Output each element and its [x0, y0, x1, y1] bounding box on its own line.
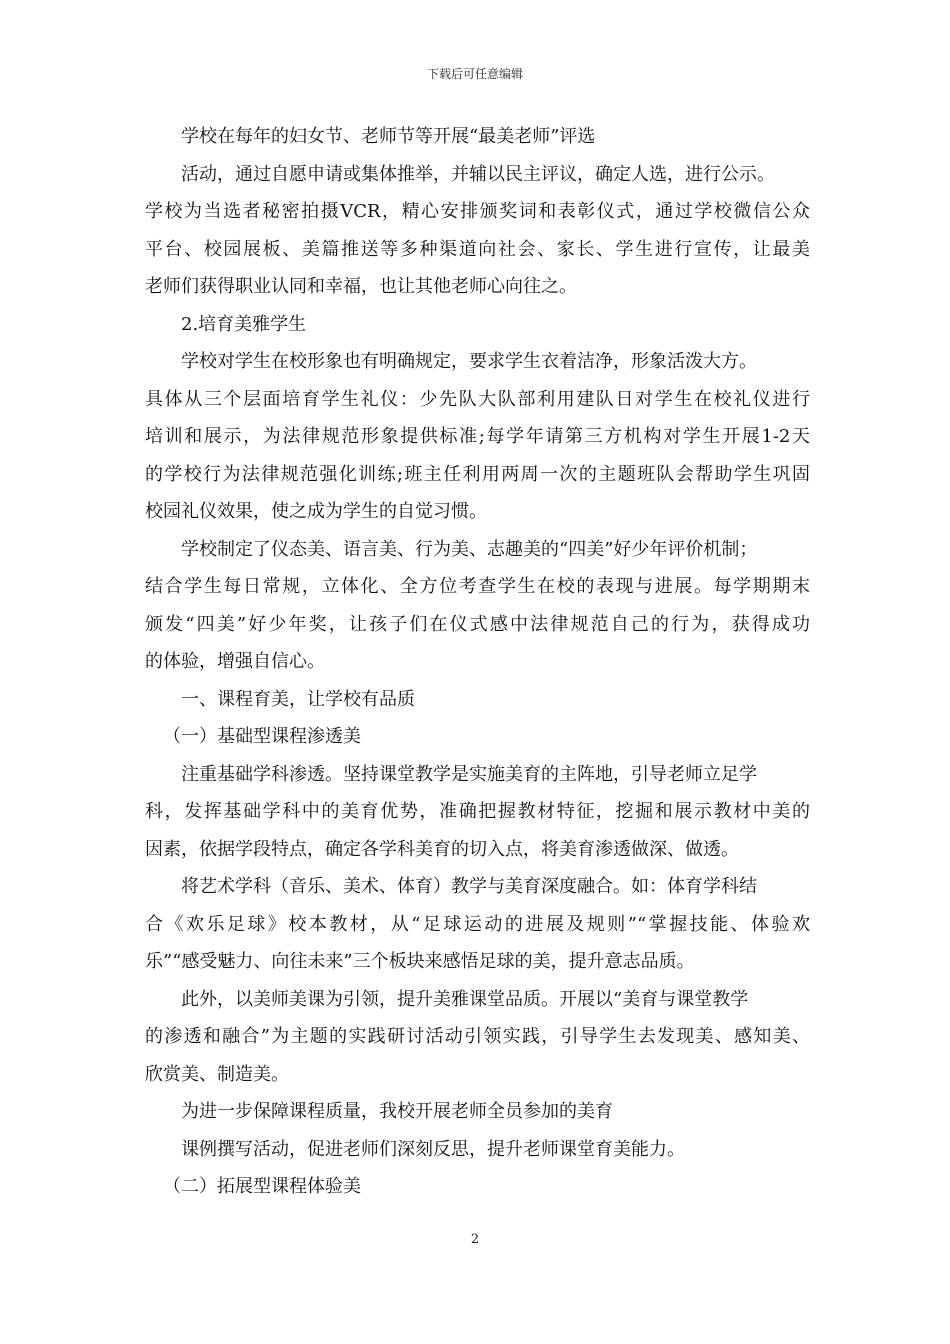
paragraph-line: 平台、校园展板、美篇推送等多种渠道向社会、家长、学生进行宣传，让最美 [145, 238, 810, 260]
subsection-heading: （二）拓展型课程体验美 [163, 1176, 361, 1197]
section-heading: 一、课程育美，让学校有品质 [181, 688, 415, 710]
paragraph-line: 此外，以美师美课为引领，提升美雅课堂品质。开展以“美育与课堂教学 [181, 988, 749, 1010]
paragraph-line: 结合学生每日常规，立体化、全方位考查学生在校的表现与进展。每学期期末 [145, 576, 810, 597]
paragraph-line: 具体从三个层面培育学生礼仪：少先队大队部利用建队日对学生在校礼仪进行 [145, 388, 810, 410]
paragraph-line: 合《欢乐足球》校本教材，从“足球运动的进展及规则”“掌握技能、体验欢 [145, 913, 810, 935]
paragraph-line: 将艺术学科（音乐、美术、体育）教学与美育深度融合。如：体育学科结 [181, 876, 757, 897]
paragraph-line: 的体验，增强自信心。 [145, 651, 325, 672]
paragraph-line: 学校在每年的妇女节、老师节等开展“最美老师”评选 [181, 126, 596, 147]
paragraph-line: 注重基础学科渗透。坚持课堂教学是实施美育的主阵地，引导老师立足学 [181, 763, 757, 785]
paragraph-line: 因素，依据学段特点，确定各学科美育的切入点，将美育渗透做深、做透。 [145, 838, 739, 860]
page-header: 下载后可任意编辑 [426, 67, 523, 81]
paragraph-line: 活动，通过自愿申请或集体推举，并辅以民主评议，确定人选，进行公示。 [181, 163, 775, 185]
paragraph-line: 为进一步保障课程质量，我校开展老师全员参加的美育 [181, 1101, 613, 1122]
paragraph-line: 欣赏美、制造美。 [145, 1063, 289, 1085]
paragraph-line: 培训和展示，为法律规范形象提供标准;每学年请第三方机构对学生开展1-2天 [145, 426, 810, 447]
paragraph-line: 乐”“感受魅力、向往未来”三个板块来感悟足球的美，提升意志品质。 [145, 951, 695, 972]
subsection-heading: （一）基础型课程渗透美 [163, 726, 361, 747]
paragraph-line: 学校对学生在校形象也有明确规定，要求学生衣着洁净，形象活泼大方。 [181, 351, 757, 372]
document-body [145, 118, 810, 1206]
paragraph-line: 老师们获得职业认同和幸福，也让其他老师心向往之。 [145, 276, 577, 297]
paragraph-line: 课例撰写活动，促进老师们深刻反思，提升老师课堂育美能力。 [181, 1138, 685, 1160]
section-heading: 2.培育美雅学生 [181, 313, 307, 335]
paragraph-line: 颁发“四美”好少年奖，让孩子们在仪式感中法律规范自己的行为，获得成功 [145, 613, 810, 635]
paragraph-line: 科，发挥基础学科中的美育优势，准确把握教材特征，挖掘和展示教材中美的 [145, 801, 810, 822]
paragraph-line: 学校为当选者秘密拍摄VCR，精心安排颁奖词和表彰仪式，通过学校微信公众 [145, 201, 810, 222]
paragraph-line: 的渗透和融合”为主题的实践研讨活动引领实践，引导学生去发现美、感知美、 [145, 1026, 810, 1047]
page-number: 2 [470, 1232, 480, 1247]
paragraph-line: 校园礼仪效果，使之成为学生的自觉习惯。 [145, 501, 487, 522]
paragraph-line: 的学校行为法律规范强化训练;班主任利用两周一次的主题班队会帮助学生巩固 [145, 463, 810, 485]
paragraph-line: 学校制定了仪态美、语言美、行为美、志趣美的“四美”好少年评价机制； [181, 538, 758, 560]
